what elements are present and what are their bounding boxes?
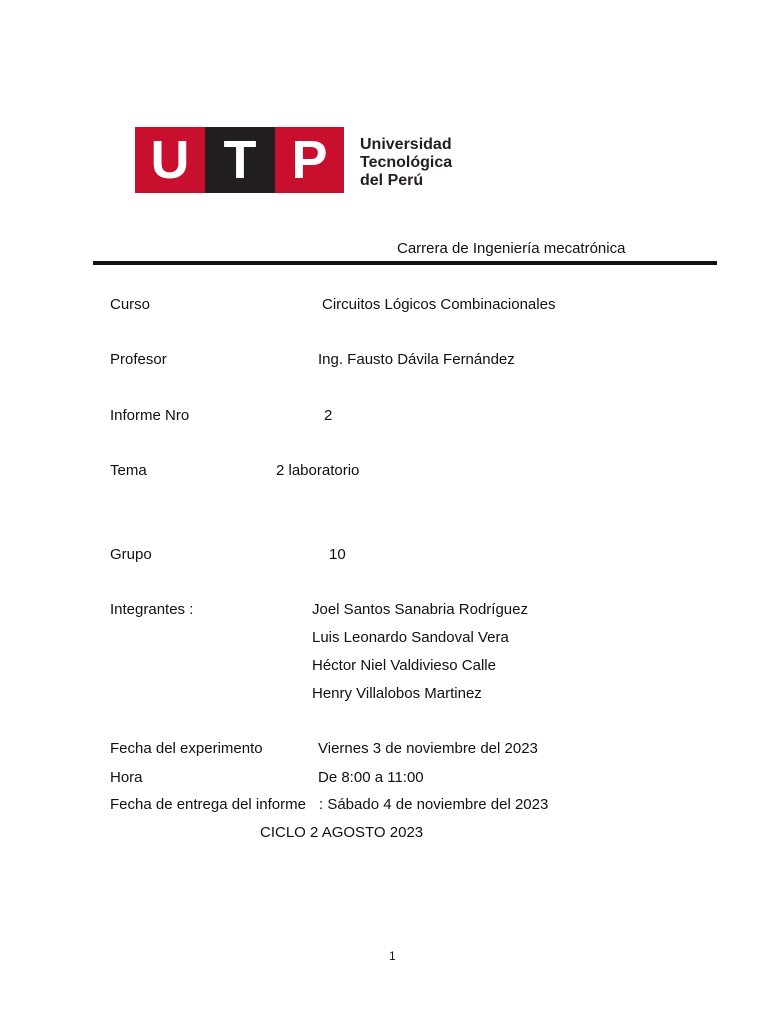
fecha-entrega-value: : Sábado 4 de noviembre del 2023 bbox=[319, 796, 549, 813]
page-number: 1 bbox=[389, 949, 396, 963]
integrante-1: Joel Santos Sanabria Rodríguez bbox=[312, 601, 528, 618]
integrantes-label: Integrantes : bbox=[110, 601, 194, 618]
utp-logo bbox=[135, 127, 465, 194]
hora-label: Hora bbox=[110, 769, 143, 786]
tema-label: Tema bbox=[110, 462, 147, 479]
integrante-2: Luis Leonardo Sandoval Vera bbox=[312, 629, 509, 646]
integrante-3: Héctor Niel Valdivieso Calle bbox=[312, 657, 496, 674]
logo-line-2: Tecnológica bbox=[360, 154, 453, 171]
header-divider bbox=[93, 261, 717, 265]
cycle-label: CICLO 2 AGOSTO 2023 bbox=[260, 824, 424, 841]
informe-value: 2 bbox=[324, 407, 333, 424]
logo-letter-p: P bbox=[275, 127, 344, 193]
curso-value: Circuitos Lógicos Combinacionales bbox=[322, 296, 556, 313]
fecha-entrega-label: Fecha de entrega del informe bbox=[110, 796, 306, 813]
fecha-experimento-label: Fecha del experimento bbox=[110, 740, 263, 757]
curso-label: Curso bbox=[110, 296, 151, 313]
logo-line-1: Universidad bbox=[360, 136, 452, 153]
logo-wordmark bbox=[360, 136, 452, 190]
career-title: Carrera de Ingeniería mecatrónica bbox=[397, 240, 626, 257]
tema-value: 2 laboratorio bbox=[276, 462, 360, 479]
logo-line-3: del Perú bbox=[360, 172, 424, 189]
profesor-value: Ing. Fausto Dávila Fernández bbox=[318, 351, 515, 368]
profesor-label: Profesor bbox=[110, 351, 167, 368]
logo-letter-u: U bbox=[135, 127, 205, 193]
hora-value: De 8:00 a 11:00 bbox=[318, 769, 424, 786]
fecha-experimento-value: Viernes 3 de noviembre del 2023 bbox=[318, 740, 538, 757]
grupo-label: Grupo bbox=[110, 546, 152, 563]
grupo-value: 10 bbox=[329, 546, 346, 563]
integrante-4: Henry Villalobos Martinez bbox=[312, 685, 482, 702]
informe-label: Informe Nro bbox=[110, 407, 190, 424]
logo-letter-t: T bbox=[205, 127, 275, 193]
